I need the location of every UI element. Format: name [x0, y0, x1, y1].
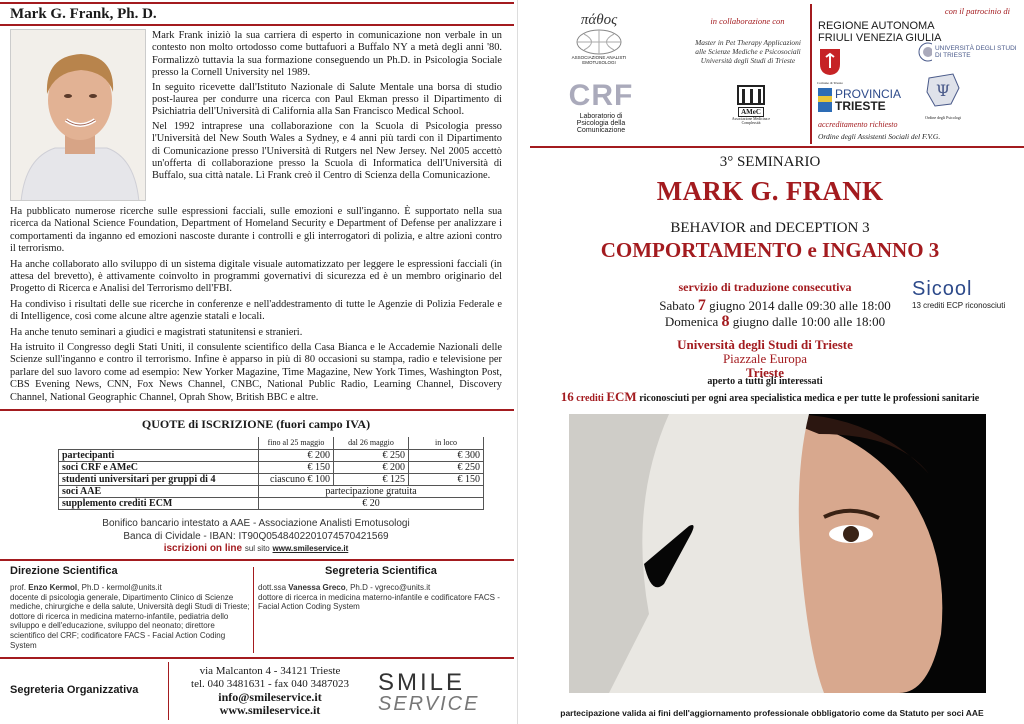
event-dates: Sabato 7 giugno 2014 dalle 09:30 alle 18:00 Domenica 8 giugno dalle 10:00 alle 18:00: [659, 297, 891, 330]
university-seal-icon: [918, 42, 932, 62]
ordine-psicologi-logo: Ψ Ordine degli Psicologi: [920, 70, 966, 120]
segreteria-organizzativa-title: Segreteria Organizzativa: [10, 684, 139, 696]
bio-full-text: [10, 206, 502, 407]
bio-paragraph: Ha condiviso i risultati delle sue ricerche in conferenze e nell'addestramento di tutte le Agenzie di Polizia Federale e di Intelligence, così come alcune altre agenzie statali e locali.: [10, 298, 502, 323]
bank-line: Banca di Cividale - IBAN: IT90Q0548402201074570421569: [123, 530, 389, 542]
sicool-logo: Sicool 13 crediti ECP riconosciuti: [912, 278, 1006, 310]
segreteria-scientifica-body: dott.ssa Vanessa Greco, Ph.D - vgreco@units.it dottore di ricerca in medicina materno-infantile e codificatore FACS - Facial Action Coding System: [258, 583, 500, 612]
bio-side-text: [152, 30, 502, 185]
accreditation-label: accreditamento richiesto: [818, 120, 898, 129]
seminar-number: 3° SEMINARIO: [719, 154, 821, 170]
header-divider: [810, 4, 812, 144]
bank-line: Bonifico bancario intestato a AAE - Associazione Analisti Emotusologi: [102, 518, 410, 529]
pathos-logo: πάθος ASSOCIAZIONE ANALISTI EMOTUSOLOGI: [571, 11, 627, 65]
fees-table: [58, 437, 484, 510]
translation-note: servizio di traduzione consecutiva: [678, 280, 852, 294]
site-link[interactable]: www.smileservice.it: [272, 544, 349, 553]
regione-logo: REGIONE AUTONOMA FRIULI VENEZIA GIULIA: [818, 20, 942, 44]
fees-header: in loco: [409, 437, 484, 449]
svg-text:Ψ: Ψ: [935, 81, 951, 100]
direzione-title: Direzione Scientifica: [10, 565, 118, 577]
org-address: via Malcanton 4 - 34121 Trieste: [199, 665, 341, 677]
bio-paragraph: Ha anche tenuto seminari a giudici e magistrati statunitensi e stranieri.: [10, 326, 303, 338]
direzione-body: prof. Enzo Kermol, Ph.D - kermol@units.it docente di psicologia generale, Dipartimento Clinico di Scienze mediche, chirurgiche e della salute, Università degli Studi di Trieste; dottore di ricerca in medicina materno-infantile, pediatria dello sviluppo e dell'educazione, sviluppo del neonato; direttore scientifico del CRF; codificatore FACS - Facial Action Coding System: [10, 583, 250, 650]
universita-logo: UNIVERSITÀ DEGLI STUDI DI TRIESTE: [918, 42, 1018, 62]
page-fold: [517, 0, 518, 724]
fees-top-rule: [0, 409, 514, 411]
bio-paragraph: Mark Frank iniziò la sua carriera di esperto in comunicazione non verbale in un contesto non molto ortodosso come buttafuori a Buffalo NY a metà degli anni '80. Formalizzò tuttavia la sua formazione conseguendo un Ph.D. in Psicologia Sociale presso la Cornell University nel 1989.: [152, 30, 502, 79]
venue: Università degli Studi di Trieste Piazzale Europa Trieste: [677, 337, 853, 380]
region-map-icon: [923, 70, 963, 110]
ecm-credits: 16 crediti ECM riconosciuti per ogni area specialistica medica e per tutte le professioni sanitarie: [560, 389, 980, 404]
trieste-shield-icon: [819, 48, 841, 76]
event-title-en: BEHAVIOR and DECEPTION 3: [670, 220, 870, 236]
patronage-label: con il patrocinio di: [944, 6, 1010, 16]
bio-paragraph: Ha istruito il Congresso degli Stati Uniti, il consulente scientifico della Casa Bianca e le Accademie Nazionali delle Scienze sull'inganno e contro il terrorismo. Infine è apparso in più di 80 occasioni su stampa, radio e televisione per parlare del suo lavoro come ad esempio: New Yorker Magazine, Time Magazine, New York Times, Washington Post, CBS Evening News, CNN, Fox News Channel, CNBC, National Public Radio, Learning Channel, Discovery Channel, National Geographic Channel, Oprah Show, British BBC e altre.: [10, 342, 502, 403]
event-title-it: COMPORTAMENTO e INGANNO 3: [600, 238, 940, 262]
globe-icon: [574, 29, 624, 55]
online-registration: iscrizioni on line: [163, 543, 243, 554]
mask-photo: [569, 414, 986, 693]
site-prefix: sul sito: [244, 544, 270, 553]
amec-logo: AMeC Associazione Medicina e Complessità: [728, 82, 774, 128]
section-divider: [168, 662, 169, 720]
left-title-rule: [0, 24, 514, 26]
left-top-rule: [0, 2, 514, 4]
table-row: studenti universitari per gruppi di 4 ciascuno € 100 € 125 € 150: [59, 473, 484, 485]
director-name: Enzo Kermol: [28, 583, 78, 592]
speaker-name-heading: Mark G. Frank, Ph. D.: [10, 6, 157, 22]
provincia-shield-icon: [818, 88, 832, 112]
org-email[interactable]: info@smileservice.it: [218, 690, 322, 704]
fees-header: fino al 25 maggio: [259, 437, 334, 449]
section-divider: [253, 567, 254, 653]
bio-paragraph: Ha anche collaborato allo sviluppo di un sistema digitale visuale automatizzato per leggere le espressioni facciali (in attesa del brevetto), è attivamente coinvolto in programmi governativi di sicurezza ed è un membro originario del Progetto di Ricerca e Analisi del Terrorismo dell'FBI.: [10, 258, 502, 295]
org-phone: tel. 040 3481631 - fax 040 3487023: [191, 678, 349, 690]
bio-paragraph: In seguito ricevette dall'Istituto Nazionale di Salute Mentale una borsa di studio post-laurea per condurre una ricerca con Paul Ekman presso il Dipartimento di Psichiatria dell'Università di California alla San Francisco Medical School.: [152, 81, 502, 118]
org-top-rule: [0, 657, 514, 659]
sections-top-rule: [0, 559, 514, 561]
amec-mark: [737, 85, 765, 105]
smile-service-logo: SMILE SERVICE: [378, 669, 480, 715]
open-to-all: aperto a tutti gli interessati: [707, 376, 823, 387]
org-contacts: [170, 665, 370, 717]
collab-label: in collaborazione con: [710, 16, 785, 26]
speaker-photo: [10, 29, 146, 201]
table-row: partecipanti € 200 € 250 € 300: [59, 449, 484, 461]
bank-info: [0, 518, 512, 556]
ordine-assistenti-label: Ordine degli Assistenti Sociali del F.V.G.: [818, 132, 941, 141]
footer-note: partecipazione valida ai fini dell'aggiornamento professionale obbligatorio come da Statuto per soci AAE: [560, 708, 984, 718]
org-website[interactable]: www.smileservice.it: [219, 703, 321, 717]
table-row: soci AAE partecipazione gratuita: [59, 485, 484, 497]
fees-title: QUOTE di ISCRIZIONE (fuori campo IVA): [141, 417, 371, 431]
provincia-logo: PROVINCIA TRIESTE: [818, 88, 908, 112]
collab-master: Master in Pet Therapy Applicazioni alle Scienze Mediche e Psicosociali Università degli Studi di Trieste: [695, 38, 801, 65]
table-row: supplemento crediti ECM € 20: [59, 497, 484, 509]
speaker-title: MARK G. FRANK: [656, 176, 884, 206]
comune-logo: Comune di Trieste: [816, 48, 844, 85]
bio-paragraph: Nel 1992 intraprese una collaborazione con la Scuola di Psicologia presso l'Università del New South Wales a Sydney, e 4 anni più tardi con il Dipartimento di Comunicazione presso l'Università di Rutgers nel New Jersey. Nel 2005 accettò un'offerta di collaborazione presso la Scuola di Informatica dell'Università di Buffalo, sua città natale. Lì Frank creò il Centro di Scienza della Comunicazione.: [152, 120, 502, 182]
right-header-rule: [530, 146, 1024, 148]
fees-header: dal 26 maggio: [334, 437, 409, 449]
crf-logo: CRF Laboratorio di Psicologia della Comunicazione: [568, 78, 634, 134]
bio-paragraph: Ha pubblicato numerose ricerche sulle espressioni facciali, sulle emozioni e sull'inganno. È supportato nella sua ricerca da National Science Foundation, Department of Homeland Security e Department of Defense per analizzare i comportamenti da inganno ed emozioni nascoste durante i controlli e gli interrogatori di polizia, e altre azioni contro il terrorismo.: [10, 206, 502, 255]
segreteria-scientifica-title: Segreteria Scientifica: [325, 565, 437, 577]
table-row: soci CRF e AMeC € 150 € 200 € 250: [59, 461, 484, 473]
secretary-name: Vanessa Greco: [288, 583, 346, 592]
